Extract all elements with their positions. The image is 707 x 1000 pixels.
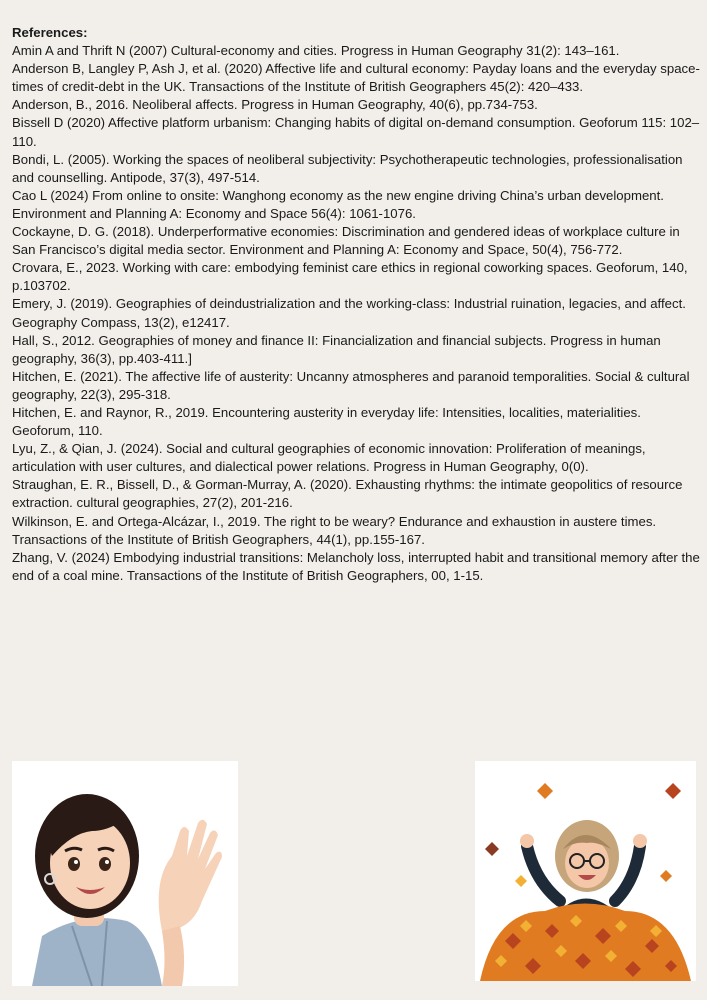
reference-item: Crovara, E., 2023. Working with care: embodying feminist care ethics in regional coworking spaces. Geoforum, 140, p.103702. — [12, 260, 688, 294]
reference-item: Bissell D (2020) Affective platform urbanism: Changing habits of digital on-demand consumption. Geoforum 115: 102–110. — [12, 115, 700, 149]
waving-avatar-image — [12, 761, 238, 986]
reference-item: Hall, S., 2012. Geographies of money and finance II: Financialization and financial subjects. Progress in human geography, 36(3), pp.403-411.] — [12, 332, 661, 366]
reference-item: Lyu, Z., & Qian, J. (2024). Social and cultural geographies of economic innovation: Proliferation of meanings, articulation with user cultures, and dialectical power relations. Progress in Human Geography, 0(0). — [12, 441, 646, 475]
leaves-avatar-icon — [475, 761, 696, 981]
waving-avatar-icon — [12, 761, 238, 986]
reference-item: Hitchen, E. and Raynor, R., 2019. Encountering austerity in everyday life: Intensities, localities, materialities. Geoforum, 110. — [12, 404, 641, 439]
reference-item: Amin A and Thrift N (2007) Cultural-economy and cities. Progress in Human Geography 31(2): 143–161. — [12, 43, 620, 59]
reference-item: Cockayne, D. G. (2018). Underperformative economies: Discrimination and gendered ideas of workplace culture in San Francisco’s digital media sector. Environment and Planning A: Economy and Space, 50(4), 756-772. — [12, 224, 680, 258]
references-heading: References: — [12, 25, 88, 40]
reference-item: Wilkinson, E. and Ortega-Alcázar, I., 2019. The right to be weary? Endurance and exhaustion in austere times. Transactions of the Institute of British Geographers, 44(1), pp.155-167. — [12, 513, 657, 547]
reference-item: Cao L (2024) From online to onsite: Wanghong economy as the new engine driving China’s urban development. Environment and Planning A: Economy and Space 56(4): 1061-1076. — [12, 187, 664, 221]
leaves-avatar-image — [475, 761, 696, 981]
reference-item: Bondi, L. (2005). Working the spaces of neoliberal subjectivity: Psychotherapeutic technologies, professionalisation and counselling. Antipode, 37(3), 497-514. — [12, 151, 683, 185]
reference-item: Zhang, V. (2024) Embodying industrial transitions: Melancholy loss, interrupted habit and transitional memory after the end of a coal mine. Transactions of the Institute of British Geographers, 00, 1-15. — [12, 549, 700, 583]
reference-item: Anderson B, Langley P, Ash J, et al. (2020) Affective life and cultural economy: Payday loans and the everyday space-times of credit-debt in the UK. Transactions of the Institute of British Geographers 45(2): 420–433. — [12, 61, 700, 95]
references-section — [12, 24, 702, 585]
reference-item: Hitchen, E. (2021). The affective life of austerity: Uncanny atmospheres and paranoid temporalities. Social & cultural geography, 22(3), 295-318. — [12, 368, 690, 402]
reference-item: Straughan, E. R., Bissell, D., & Gorman-Murray, A. (2020). Exhausting rhythms: the intimate geopolitics of resource extraction. cultural geographies, 27(2), 201-216. — [12, 477, 683, 511]
reference-item: Emery, J. (2019). Geographies of deindustrialization and the working-class: Industrial ruination, legacies, and affect. Geography Compass, 13(2), e12417. — [12, 296, 686, 330]
reference-item: Anderson, B., 2016. Neoliberal affects. Progress in Human Geography, 40(6), pp.734-753. — [12, 97, 538, 113]
